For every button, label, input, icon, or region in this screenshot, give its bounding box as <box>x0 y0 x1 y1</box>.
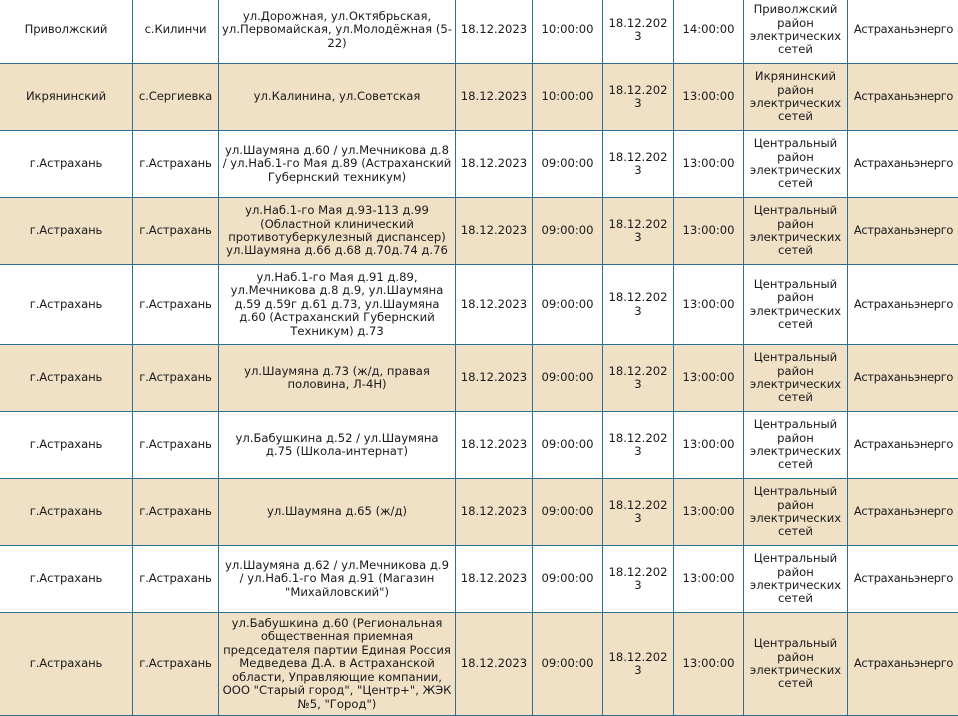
end-date-cell: 18.12.2023 <box>603 613 674 716</box>
district-cell: г.Астрахань <box>0 546 133 613</box>
district-cell: г.Астрахань <box>0 412 133 479</box>
company-cell: Астраханьэнерго <box>848 412 958 479</box>
end-date-cell: 18.12.2023 <box>603 198 674 265</box>
district-cell: г.Астрахань <box>0 265 133 345</box>
end-time-cell: 13:00:00 <box>674 265 744 345</box>
table-row <box>0 64 958 131</box>
start-time-cell: 09:00:00 <box>533 131 603 198</box>
table-row <box>0 345 958 412</box>
end-date-cell: 18.12.2023 <box>603 0 674 64</box>
district-cell: г.Астрахань <box>0 479 133 546</box>
streets-cell: ул.Дорожная, ул.Октябрьская, ул.Первомайская, ул.Молодёжная (5-22) <box>219 0 456 64</box>
end-date-cell: 18.12.2023 <box>603 131 674 198</box>
streets-cell: ул.Шаумяна д.60 / ул.Мечникова д.8 / ул.Наб.1-го Мая д.89 (Астраханский Губернский техникум) <box>219 131 456 198</box>
end-time-cell: 13:00:00 <box>674 345 744 412</box>
start-time-cell: 10:00:00 <box>533 64 603 131</box>
table-row <box>0 412 958 479</box>
table-row <box>0 198 958 265</box>
district-cell: г.Астрахань <box>0 345 133 412</box>
network-cell: Центральный район электрических сетей <box>744 345 848 412</box>
end-date-cell: 18.12.2023 <box>603 479 674 546</box>
streets-cell: ул.Бабушкина д.52 / ул.Шаумяна д.75 (Школа-интернат) <box>219 412 456 479</box>
start-date-cell: 18.12.2023 <box>456 198 533 265</box>
network-cell: Икрянинский район электрических сетей <box>744 64 848 131</box>
start-time-cell: 09:00:00 <box>533 479 603 546</box>
settlement-cell: г.Астрахань <box>133 131 219 198</box>
company-cell: Астраханьэнерго <box>848 479 958 546</box>
end-date-cell: 18.12.2023 <box>603 546 674 613</box>
company-cell: Астраханьэнерго <box>848 345 958 412</box>
end-date-cell: 18.12.2023 <box>603 64 674 131</box>
company-cell: Астраханьэнерго <box>848 131 958 198</box>
end-date-cell: 18.12.2023 <box>603 345 674 412</box>
end-time-cell: 13:00:00 <box>674 479 744 546</box>
settlement-cell: г.Астрахань <box>133 265 219 345</box>
table-row <box>0 0 958 64</box>
end-time-cell: 13:00:00 <box>674 546 744 613</box>
start-date-cell: 18.12.2023 <box>456 546 533 613</box>
network-cell: Центральный район электрических сетей <box>744 479 848 546</box>
streets-cell: ул.Шаумяна д.65 (ж/д) <box>219 479 456 546</box>
settlement-cell: г.Астрахань <box>133 198 219 265</box>
start-date-cell: 18.12.2023 <box>456 613 533 716</box>
network-cell: Центральный район электрических сетей <box>744 198 848 265</box>
district-cell: г.Астрахань <box>0 613 133 716</box>
settlement-cell: г.Астрахань <box>133 546 219 613</box>
end-time-cell: 13:00:00 <box>674 131 744 198</box>
table-row <box>0 613 958 716</box>
network-cell: Центральный район электрических сетей <box>744 265 848 345</box>
company-cell: Астраханьэнерго <box>848 613 958 716</box>
start-time-cell: 09:00:00 <box>533 265 603 345</box>
start-date-cell: 18.12.2023 <box>456 345 533 412</box>
network-cell: Приволжский район электрических сетей <box>744 0 848 64</box>
district-cell: Икрянинский <box>0 64 133 131</box>
streets-cell: ул.Бабушкина д.60 (Региональная общественная приемная председателя партии Единая Россия Медведева Д.А. в Астраханской области, Управляющие компании, ООО "Старый город", "Центр+", ЖЭК №5, "Город") <box>219 613 456 716</box>
start-date-cell: 18.12.2023 <box>456 64 533 131</box>
end-date-cell: 18.12.2023 <box>603 265 674 345</box>
district-cell: Приволжский <box>0 0 133 64</box>
streets-cell: ул.Наб.1-го Мая д.93-113 д.99 (Областной клинический противотуберкулезный диспансер) ул.Шаумяна д.66 д.68 д.70д.74 д.76 <box>219 198 456 265</box>
table-row <box>0 131 958 198</box>
network-cell: Центральный район электрических сетей <box>744 546 848 613</box>
streets-cell: ул.Калинина, ул.Советская <box>219 64 456 131</box>
settlement-cell: г.Астрахань <box>133 412 219 479</box>
start-time-cell: 09:00:00 <box>533 345 603 412</box>
table-row <box>0 265 958 345</box>
start-date-cell: 18.12.2023 <box>456 265 533 345</box>
table-row <box>0 546 958 613</box>
end-date-cell: 18.12.2023 <box>603 412 674 479</box>
company-cell: Астраханьэнерго <box>848 64 958 131</box>
end-time-cell: 13:00:00 <box>674 412 744 479</box>
company-cell: Астраханьэнерго <box>848 198 958 265</box>
start-time-cell: 09:00:00 <box>533 613 603 716</box>
end-time-cell: 13:00:00 <box>674 64 744 131</box>
end-time-cell: 13:00:00 <box>674 198 744 265</box>
network-cell: Центральный район электрических сетей <box>744 613 848 716</box>
settlement-cell: с.Килинчи <box>133 0 219 64</box>
start-date-cell: 18.12.2023 <box>456 479 533 546</box>
start-time-cell: 09:00:00 <box>533 546 603 613</box>
start-time-cell: 09:00:00 <box>533 412 603 479</box>
streets-cell: ул.Шаумяна д.62 / ул.Мечникова д.9 / ул.Наб.1-го Мая д.91 (Магазин "Михайловский") <box>219 546 456 613</box>
settlement-cell: г.Астрахань <box>133 345 219 412</box>
table-row <box>0 479 958 546</box>
settlement-cell: г.Астрахань <box>133 613 219 716</box>
start-date-cell: 18.12.2023 <box>456 412 533 479</box>
company-cell: Астраханьэнерго <box>848 265 958 345</box>
company-cell: Астраханьэнерго <box>848 0 958 64</box>
company-cell: Астраханьэнерго <box>848 546 958 613</box>
start-date-cell: 18.12.2023 <box>456 131 533 198</box>
district-cell: г.Астрахань <box>0 131 133 198</box>
start-date-cell: 18.12.2023 <box>456 0 533 64</box>
settlement-cell: г.Астрахань <box>133 479 219 546</box>
streets-cell: ул.Наб.1-го Мая д.91 д.89, ул.Мечникова д.8 д.9, ул.Шаумяна д.59 д.59г д.61 д.73, ул.Шаумяна д.60 (Астраханский Губернский Техникум) д.73 <box>219 265 456 345</box>
network-cell: Центральный район электрических сетей <box>744 412 848 479</box>
start-time-cell: 09:00:00 <box>533 198 603 265</box>
district-cell: г.Астрахань <box>0 198 133 265</box>
end-time-cell: 14:00:00 <box>674 0 744 64</box>
end-time-cell: 13:00:00 <box>674 613 744 716</box>
streets-cell: ул.Шаумяна д.73 (ж/д, правая половина, Л-4Н) <box>219 345 456 412</box>
network-cell: Центральный район электрических сетей <box>744 131 848 198</box>
start-time-cell: 10:00:00 <box>533 0 603 64</box>
settlement-cell: с.Сергиевка <box>133 64 219 131</box>
